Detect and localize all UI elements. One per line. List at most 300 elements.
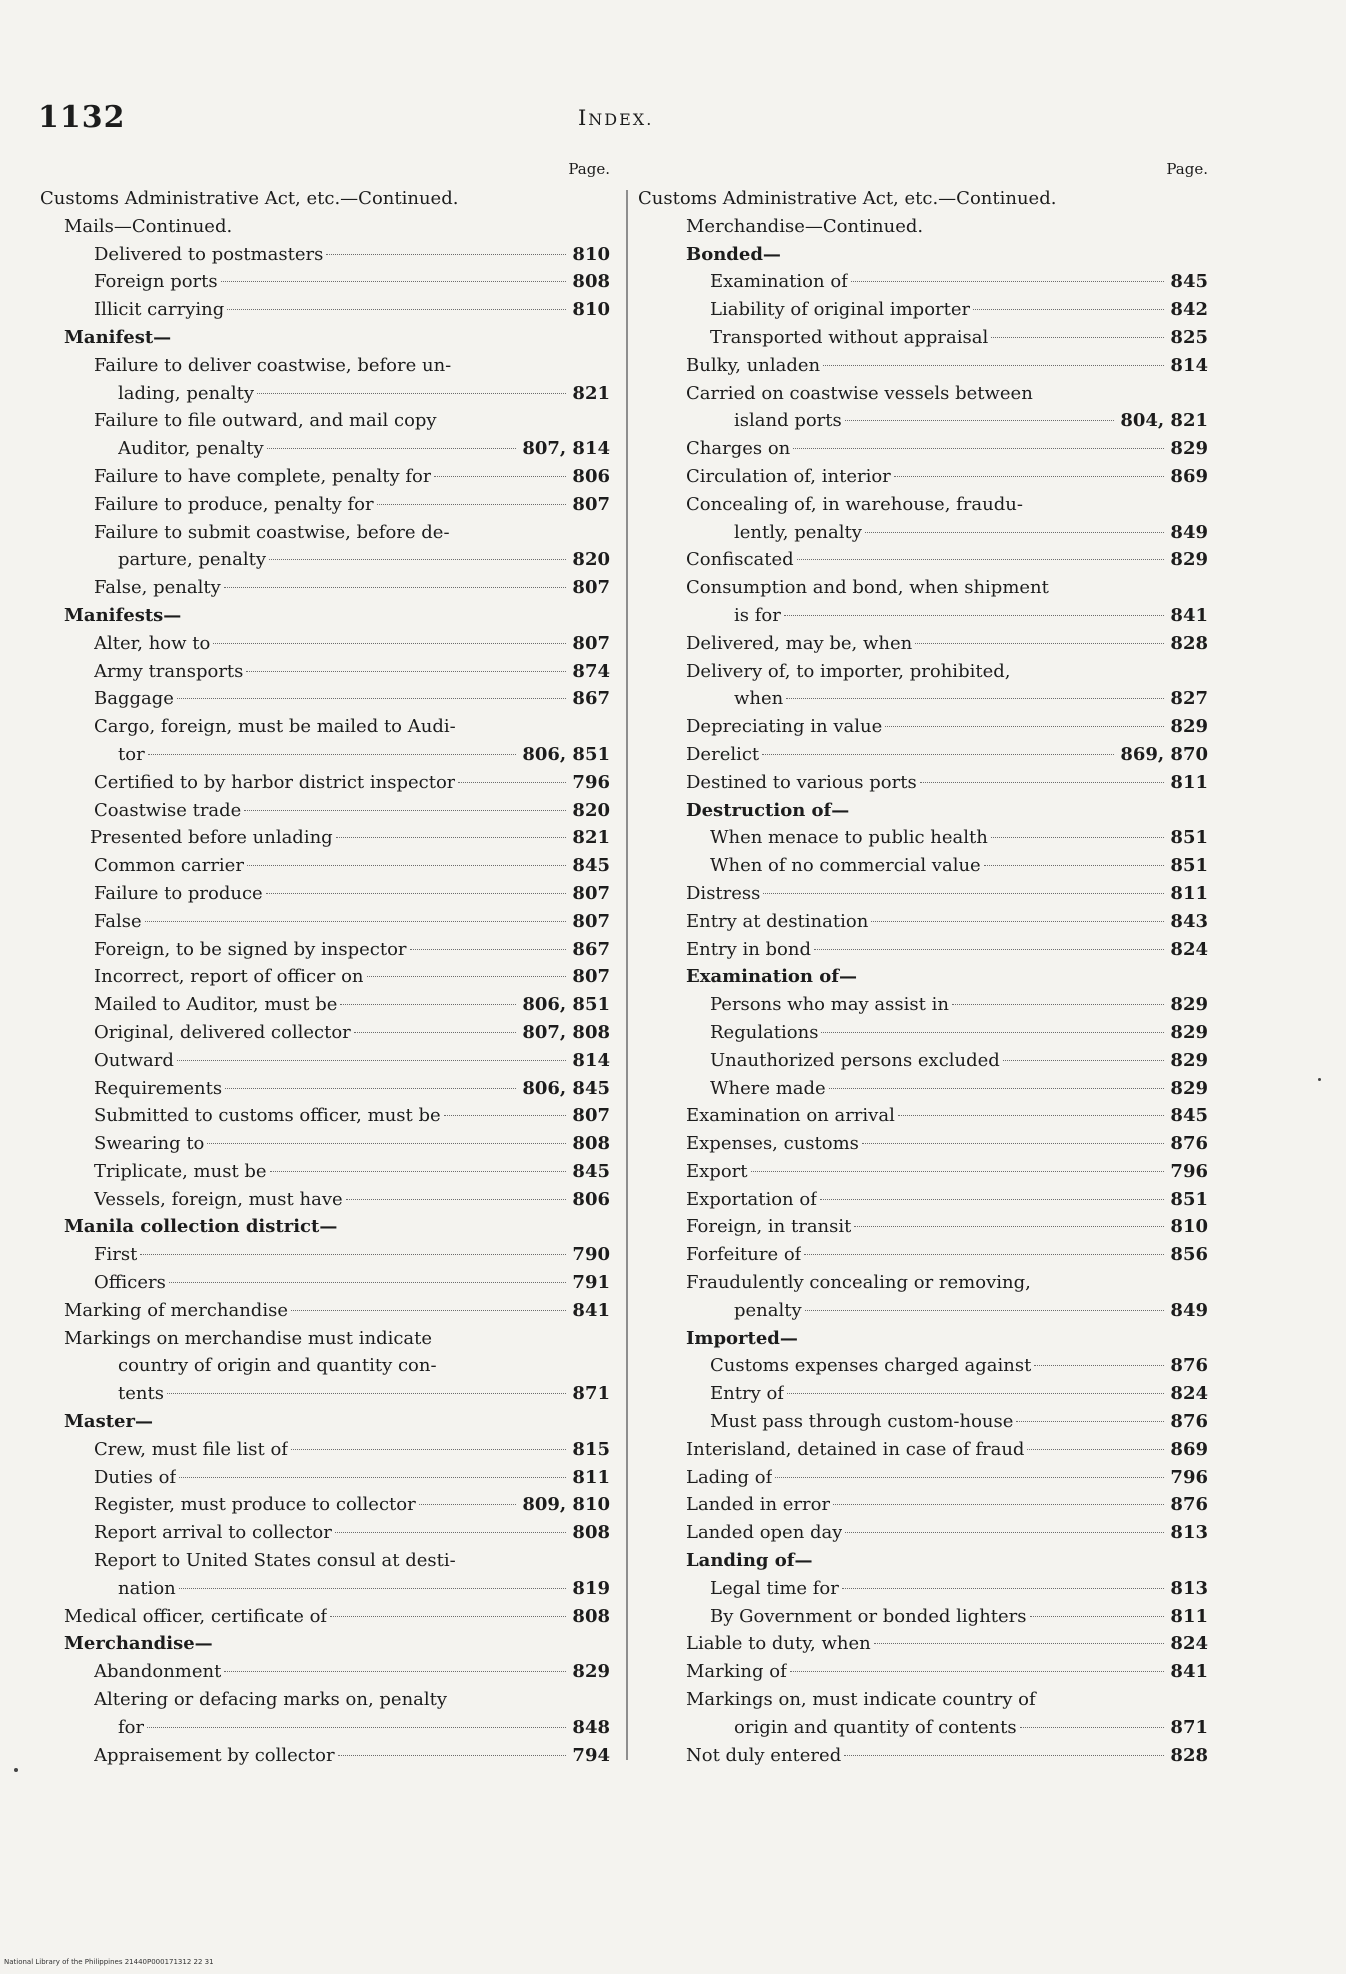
dot-leader (458, 782, 566, 783)
index-entry (638, 908, 1208, 936)
index-entry (40, 963, 610, 991)
index-entry (40, 1575, 610, 1603)
dot-leader (224, 1671, 566, 1672)
page-reference: 845 (572, 855, 610, 877)
dot-leader (865, 532, 1165, 533)
dot-leader (991, 837, 1165, 838)
entry-text: parture, penalty (118, 549, 267, 571)
page-reference: 867 (572, 938, 610, 960)
page-reference: 829 (1170, 1077, 1208, 1099)
dot-leader (784, 615, 1165, 616)
entry-text: Lading of (686, 1466, 773, 1488)
dot-leader (270, 1171, 567, 1172)
page-reference: 806 (572, 465, 610, 487)
dot-leader (246, 671, 566, 672)
column-divider (626, 190, 628, 1760)
index-entry (638, 407, 1208, 435)
entry-text: penalty (734, 1299, 802, 1321)
entry-text: Swearing to (94, 1133, 205, 1155)
page-reference: 796 (572, 771, 610, 793)
page-reference: 829 (1170, 438, 1208, 460)
page-reference: 808 (572, 271, 610, 293)
title-initial: I (578, 106, 589, 130)
page-reference: 841 (572, 1299, 610, 1321)
dot-leader (177, 698, 567, 699)
index-entry (40, 491, 610, 519)
entry-text: Examination of (710, 271, 848, 293)
index-entry (638, 1436, 1208, 1464)
index-entry (638, 1352, 1208, 1380)
page-reference: 796 (1170, 1160, 1208, 1182)
dot-leader (326, 254, 566, 255)
dot-leader (751, 1171, 1165, 1172)
dot-leader (148, 754, 517, 755)
page-title (578, 106, 653, 130)
index-entry (40, 880, 610, 908)
entry-text: Delivered to postmasters (94, 243, 324, 265)
entry-text: Duties of (94, 1466, 177, 1488)
index-entry (40, 1464, 610, 1492)
page-reference: 867 (572, 688, 610, 710)
entry-text: Legal time for (710, 1577, 839, 1599)
dot-leader (862, 1143, 1165, 1144)
entry-text: Requirements (94, 1077, 223, 1099)
index-entry-continued (638, 1269, 1208, 1297)
index-heading (40, 1213, 610, 1241)
dot-leader (291, 1449, 566, 1450)
dot-leader (797, 559, 1165, 560)
dot-leader (762, 754, 1114, 755)
index-entry (638, 602, 1208, 630)
dot-leader (377, 504, 567, 505)
index-heading (638, 963, 1208, 991)
index-entry-continued (40, 352, 610, 380)
index-entry (40, 241, 610, 269)
index-entry-continued (638, 658, 1208, 686)
index-entry (40, 741, 610, 769)
page-reference: 806, 851 (522, 743, 610, 765)
entry-text: Report arrival to collector (94, 1522, 332, 1544)
entry-text: Not duly entered (686, 1744, 842, 1766)
entry-text: Master— (64, 1411, 153, 1433)
page-reference: 829 (1170, 716, 1208, 738)
index-heading (40, 602, 610, 630)
dot-leader (833, 1504, 1164, 1505)
index-entry (40, 852, 610, 880)
page-reference: 815 (572, 1438, 610, 1460)
entry-text: Expenses, customs (686, 1133, 859, 1155)
page-reference: 821 (572, 382, 610, 404)
index-entry-continued (40, 713, 610, 741)
entry-text: Depreciating in value (686, 716, 883, 738)
page-reference: 827 (1170, 688, 1208, 710)
page-reference: 845 (572, 1160, 610, 1182)
entry-text: Marking of merchandise (64, 1299, 288, 1321)
index-entry (40, 1186, 610, 1214)
entry-text: Examination of— (686, 966, 858, 988)
dot-leader (842, 1588, 1165, 1589)
entry-text: Manifest— (64, 326, 172, 348)
index-entry (638, 1241, 1208, 1269)
entry-text: When menace to public health (710, 827, 988, 849)
entry-text: By Government or bonded lighters (710, 1605, 1027, 1627)
entry-text: Customs Administrative Act, etc.—Continued. (638, 188, 1057, 209)
page-reference: 841 (1170, 1661, 1208, 1683)
entry-text: Abandonment (94, 1661, 222, 1683)
index-heading (40, 185, 610, 213)
page-reference: 794 (572, 1744, 610, 1766)
dot-leader (257, 393, 566, 394)
entry-text: Medical officer, certificate of (64, 1605, 328, 1627)
index-entry (40, 1436, 610, 1464)
index-entry (40, 1491, 610, 1519)
page-reference: 876 (1170, 1133, 1208, 1155)
page-reference: 810 (572, 243, 610, 265)
dot-leader (336, 837, 567, 838)
entry-text: Markings on, must indicate country of (686, 1689, 1036, 1711)
dot-leader (167, 1393, 566, 1394)
page-reference: 807 (572, 910, 610, 932)
entry-text: Common carrier (94, 855, 244, 877)
entry-text: Incorrect, report of officer on (94, 966, 364, 988)
index-entry-continued (638, 574, 1208, 602)
entry-text: when (734, 688, 784, 710)
entry-text: Export (686, 1160, 748, 1182)
dot-leader (763, 893, 1164, 894)
index-entry (638, 1742, 1208, 1770)
page-reference: 851 (1170, 1188, 1208, 1210)
entry-text: Coastwise trade (94, 799, 242, 821)
page-reference: 876 (1170, 1494, 1208, 1516)
dot-leader (898, 1115, 1165, 1116)
index-entry (40, 1742, 610, 1770)
dot-leader (845, 420, 1115, 421)
index-entry (638, 546, 1208, 574)
dot-leader (227, 309, 566, 310)
index-entry (638, 685, 1208, 713)
entry-text: origin and quantity of contents (734, 1716, 1017, 1738)
index-heading (638, 213, 1208, 241)
page-reference: 811 (1170, 1605, 1208, 1627)
page-reference: 849 (1170, 521, 1208, 543)
index-entry (40, 574, 610, 602)
entry-text: Customs Administrative Act, etc.—Continued. (40, 188, 459, 209)
entry-text: Persons who may assist in (710, 994, 949, 1016)
dot-leader (871, 921, 1164, 922)
dot-leader (147, 1727, 566, 1728)
entry-text: Destruction of— (686, 799, 850, 821)
entry-text: Markings on merchandise must indicate (64, 1327, 433, 1349)
entry-text: country of origin and quantity con- (118, 1355, 437, 1377)
index-entry (40, 268, 610, 296)
dot-leader (179, 1588, 567, 1589)
index-entry (638, 1603, 1208, 1631)
entry-text: Vessels, foreign, must have (94, 1188, 343, 1210)
entry-text: First (94, 1244, 138, 1266)
page-reference: 828 (1170, 632, 1208, 654)
dot-leader (207, 1143, 566, 1144)
page-column-label: Page. (568, 160, 610, 178)
page-reference: 811 (1170, 771, 1208, 793)
entry-text: Fraudulently concealing or removing, (686, 1272, 1031, 1294)
index-entry-continued (638, 1686, 1208, 1714)
dot-leader (1016, 1421, 1164, 1422)
entry-text: Register, must produce to collector (94, 1494, 416, 1516)
page-reference: 807 (572, 966, 610, 988)
entry-text: Officers (94, 1272, 166, 1294)
page-reference: 848 (572, 1716, 610, 1738)
index-entry (638, 741, 1208, 769)
entry-text: Foreign, in transit (686, 1216, 852, 1238)
page-reference: 820 (572, 549, 610, 571)
dot-leader (973, 309, 1164, 310)
index-entry (638, 1630, 1208, 1658)
index-entry (40, 1158, 610, 1186)
entry-text: Landing of— (686, 1550, 813, 1572)
index-entry (40, 797, 610, 825)
page-reference: 810 (572, 299, 610, 321)
dot-leader (845, 1532, 1164, 1533)
dot-leader (225, 1088, 516, 1089)
dot-leader (213, 643, 566, 644)
index-entry (638, 1047, 1208, 1075)
library-credit: National Library of the Philippines 21440P000171312 22 31 (4, 1958, 214, 1966)
page-reference: 796 (1170, 1466, 1208, 1488)
dot-leader (804, 1254, 1164, 1255)
index-entry (638, 1380, 1208, 1408)
page-reference: 843 (1170, 910, 1208, 932)
index-entry (40, 435, 610, 463)
index-entry (638, 1186, 1208, 1214)
dot-leader (829, 1088, 1165, 1089)
page-reference: 820 (572, 799, 610, 821)
dot-leader (367, 976, 567, 977)
entry-text: Concealing of, in warehouse, fraudu- (686, 493, 1023, 515)
page-reference: 874 (572, 660, 610, 682)
index-entry (40, 1380, 610, 1408)
entry-text: Exportation of (686, 1188, 817, 1210)
dot-leader (224, 587, 567, 588)
index-heading (40, 1408, 610, 1436)
index-entry-continued (40, 519, 610, 547)
page-reference: 814 (1170, 354, 1208, 376)
index-entry (638, 1213, 1208, 1241)
page-reference: 871 (572, 1383, 610, 1405)
page-reference: 851 (1170, 855, 1208, 877)
index-entry (40, 1297, 610, 1325)
page-reference: 824 (1170, 1383, 1208, 1405)
index-entry-continued (40, 1325, 610, 1353)
entry-text: Foreign ports (94, 271, 218, 293)
entry-text: tents (118, 1383, 164, 1405)
entry-text: Outward (94, 1049, 174, 1071)
entry-text: Carried on coastwise vessels between (686, 382, 1033, 404)
dot-leader (1030, 1616, 1165, 1617)
entry-text: Circulation of, interior (686, 465, 891, 487)
dot-leader (874, 1643, 1165, 1644)
index-entry (40, 1714, 610, 1742)
scan-speck (14, 1768, 18, 1772)
page-reference: 829 (1170, 1021, 1208, 1043)
index-entry (638, 1075, 1208, 1103)
dot-leader (177, 1060, 567, 1061)
page-reference: 809, 810 (522, 1494, 610, 1516)
index-entry (638, 824, 1208, 852)
dot-leader (991, 337, 1164, 338)
dot-leader (179, 1477, 566, 1478)
entry-text: Failure to produce (94, 882, 263, 904)
entry-text: Failure to deliver coastwise, before un- (94, 354, 452, 376)
entry-text: Merchandise—Continued. (686, 215, 924, 237)
page-reference: 807, 814 (522, 438, 610, 460)
index-entry (638, 435, 1208, 463)
index-entry (638, 1408, 1208, 1436)
page-reference: 806, 845 (522, 1077, 610, 1099)
entry-text: Appraisement by collector (94, 1744, 335, 1766)
dot-leader (410, 949, 567, 950)
index-entry (638, 268, 1208, 296)
entry-text: Must pass through custom-house (710, 1411, 1014, 1433)
page-reference: 807 (572, 632, 610, 654)
page-reference: 813 (1170, 1522, 1208, 1544)
entry-text: Certified to by harbor district inspector (94, 771, 456, 793)
index-entry (40, 380, 610, 408)
entry-text: Imported— (686, 1327, 798, 1349)
right-entries (638, 185, 1208, 1769)
dot-leader (894, 476, 1165, 477)
dot-leader (340, 1004, 516, 1005)
entry-text: Crew, must file list of (94, 1438, 288, 1460)
page-reference: 869 (1170, 1438, 1208, 1460)
dot-leader (244, 810, 566, 811)
entry-text: Failure to file outward, and mail copy (94, 410, 437, 432)
entry-text: Bonded— (686, 243, 781, 265)
page-reference: 828 (1170, 1744, 1208, 1766)
index-entry (638, 880, 1208, 908)
dot-leader (844, 1755, 1164, 1756)
entry-text: Unauthorized persons excluded (710, 1049, 1000, 1071)
page-reference: 807 (572, 882, 610, 904)
entry-text: Liable to duty, when (686, 1633, 871, 1655)
page-reference: 808 (572, 1133, 610, 1155)
index-entry (40, 769, 610, 797)
page-reference: 841 (1170, 604, 1208, 626)
page-reference: 807 (572, 493, 610, 515)
index-entry (638, 1019, 1208, 1047)
page-reference: 807 (572, 1105, 610, 1127)
index-entry (40, 546, 610, 574)
entry-text: Presented before unlading (90, 827, 333, 849)
entry-text: Transported without appraisal (710, 326, 989, 348)
entry-text: Confiscated (686, 549, 794, 571)
index-heading (638, 797, 1208, 825)
entry-text: Failure to have complete, penalty for (94, 465, 432, 487)
index-entry (40, 630, 610, 658)
index-entry (638, 1519, 1208, 1547)
scan-speck (1318, 1078, 1321, 1081)
dot-leader (346, 1199, 567, 1200)
dot-leader (330, 1616, 566, 1617)
index-entry (638, 1714, 1208, 1742)
index-entry (40, 1130, 610, 1158)
dot-leader (145, 921, 567, 922)
entry-text: Examination on arrival (686, 1105, 895, 1127)
index-entry (638, 296, 1208, 324)
index-entry (40, 1075, 610, 1103)
page-reference: 814 (572, 1049, 610, 1071)
page-reference: 808 (572, 1605, 610, 1627)
entry-text: lently, penalty (734, 521, 862, 543)
title-rest: NDEX. (588, 110, 654, 129)
index-entry (638, 1658, 1208, 1686)
dot-leader (786, 698, 1164, 699)
index-entry-continued (40, 407, 610, 435)
page-reference: 845 (1170, 1105, 1208, 1127)
entry-text: Landed open day (686, 1522, 843, 1544)
dot-leader (915, 643, 1164, 644)
dot-leader (338, 1755, 567, 1756)
entry-text: Illicit carrying (94, 299, 225, 321)
page-reference: 807 (572, 577, 610, 599)
index-entry-continued (638, 491, 1208, 519)
index-entry (40, 1047, 610, 1075)
page-reference: 813 (1170, 1577, 1208, 1599)
entry-text: Submitted to customs officer, must be (94, 1105, 441, 1127)
entry-text: Auditor, penalty (118, 438, 264, 460)
dot-leader (269, 559, 566, 560)
index-entry-continued (40, 1352, 610, 1380)
entry-text: Altering or defacing marks on, penalty (94, 1689, 448, 1711)
index-heading (638, 1325, 1208, 1353)
index-entry (638, 352, 1208, 380)
index-entry (638, 324, 1208, 352)
index-heading (638, 241, 1208, 269)
entry-text: Original, delivered collector (94, 1021, 351, 1043)
entry-text: Landed in error (686, 1494, 831, 1516)
entry-text: Entry at destination (686, 910, 869, 932)
entry-text: Failure to produce, penalty for (94, 493, 374, 515)
index-entry (40, 1269, 610, 1297)
entry-text: Liability of original importer (710, 299, 971, 321)
entry-text: Failure to submit coastwise, before de- (94, 521, 450, 543)
index-heading (40, 324, 610, 352)
index-entry (40, 908, 610, 936)
index-entry-continued (40, 1547, 610, 1575)
page-column-label: Page. (1166, 160, 1208, 178)
entry-text: When of no commercial value (710, 855, 981, 877)
page-reference: 806 (572, 1188, 610, 1210)
index-entry (638, 991, 1208, 1019)
index-entry-continued (40, 1686, 610, 1714)
dot-leader (793, 448, 1164, 449)
entry-text: nation (118, 1577, 176, 1599)
entry-text: Marking of (686, 1661, 787, 1683)
page-reference: 829 (1170, 1049, 1208, 1071)
entry-text: island ports (734, 410, 842, 432)
index-entry (638, 463, 1208, 491)
entry-text: Army transports (94, 660, 244, 682)
page-reference: 804, 821 (1120, 410, 1208, 432)
entry-text: False (94, 910, 142, 932)
page-reference: 791 (572, 1272, 610, 1294)
index-entry (638, 1102, 1208, 1130)
entry-text: Forfeiture of (686, 1244, 802, 1266)
index-entry (40, 1658, 610, 1686)
entry-text: Customs expenses charged against (710, 1355, 1032, 1377)
dot-leader (335, 1532, 567, 1533)
page-reference: 842 (1170, 299, 1208, 321)
entry-text: Charges on (686, 438, 791, 460)
